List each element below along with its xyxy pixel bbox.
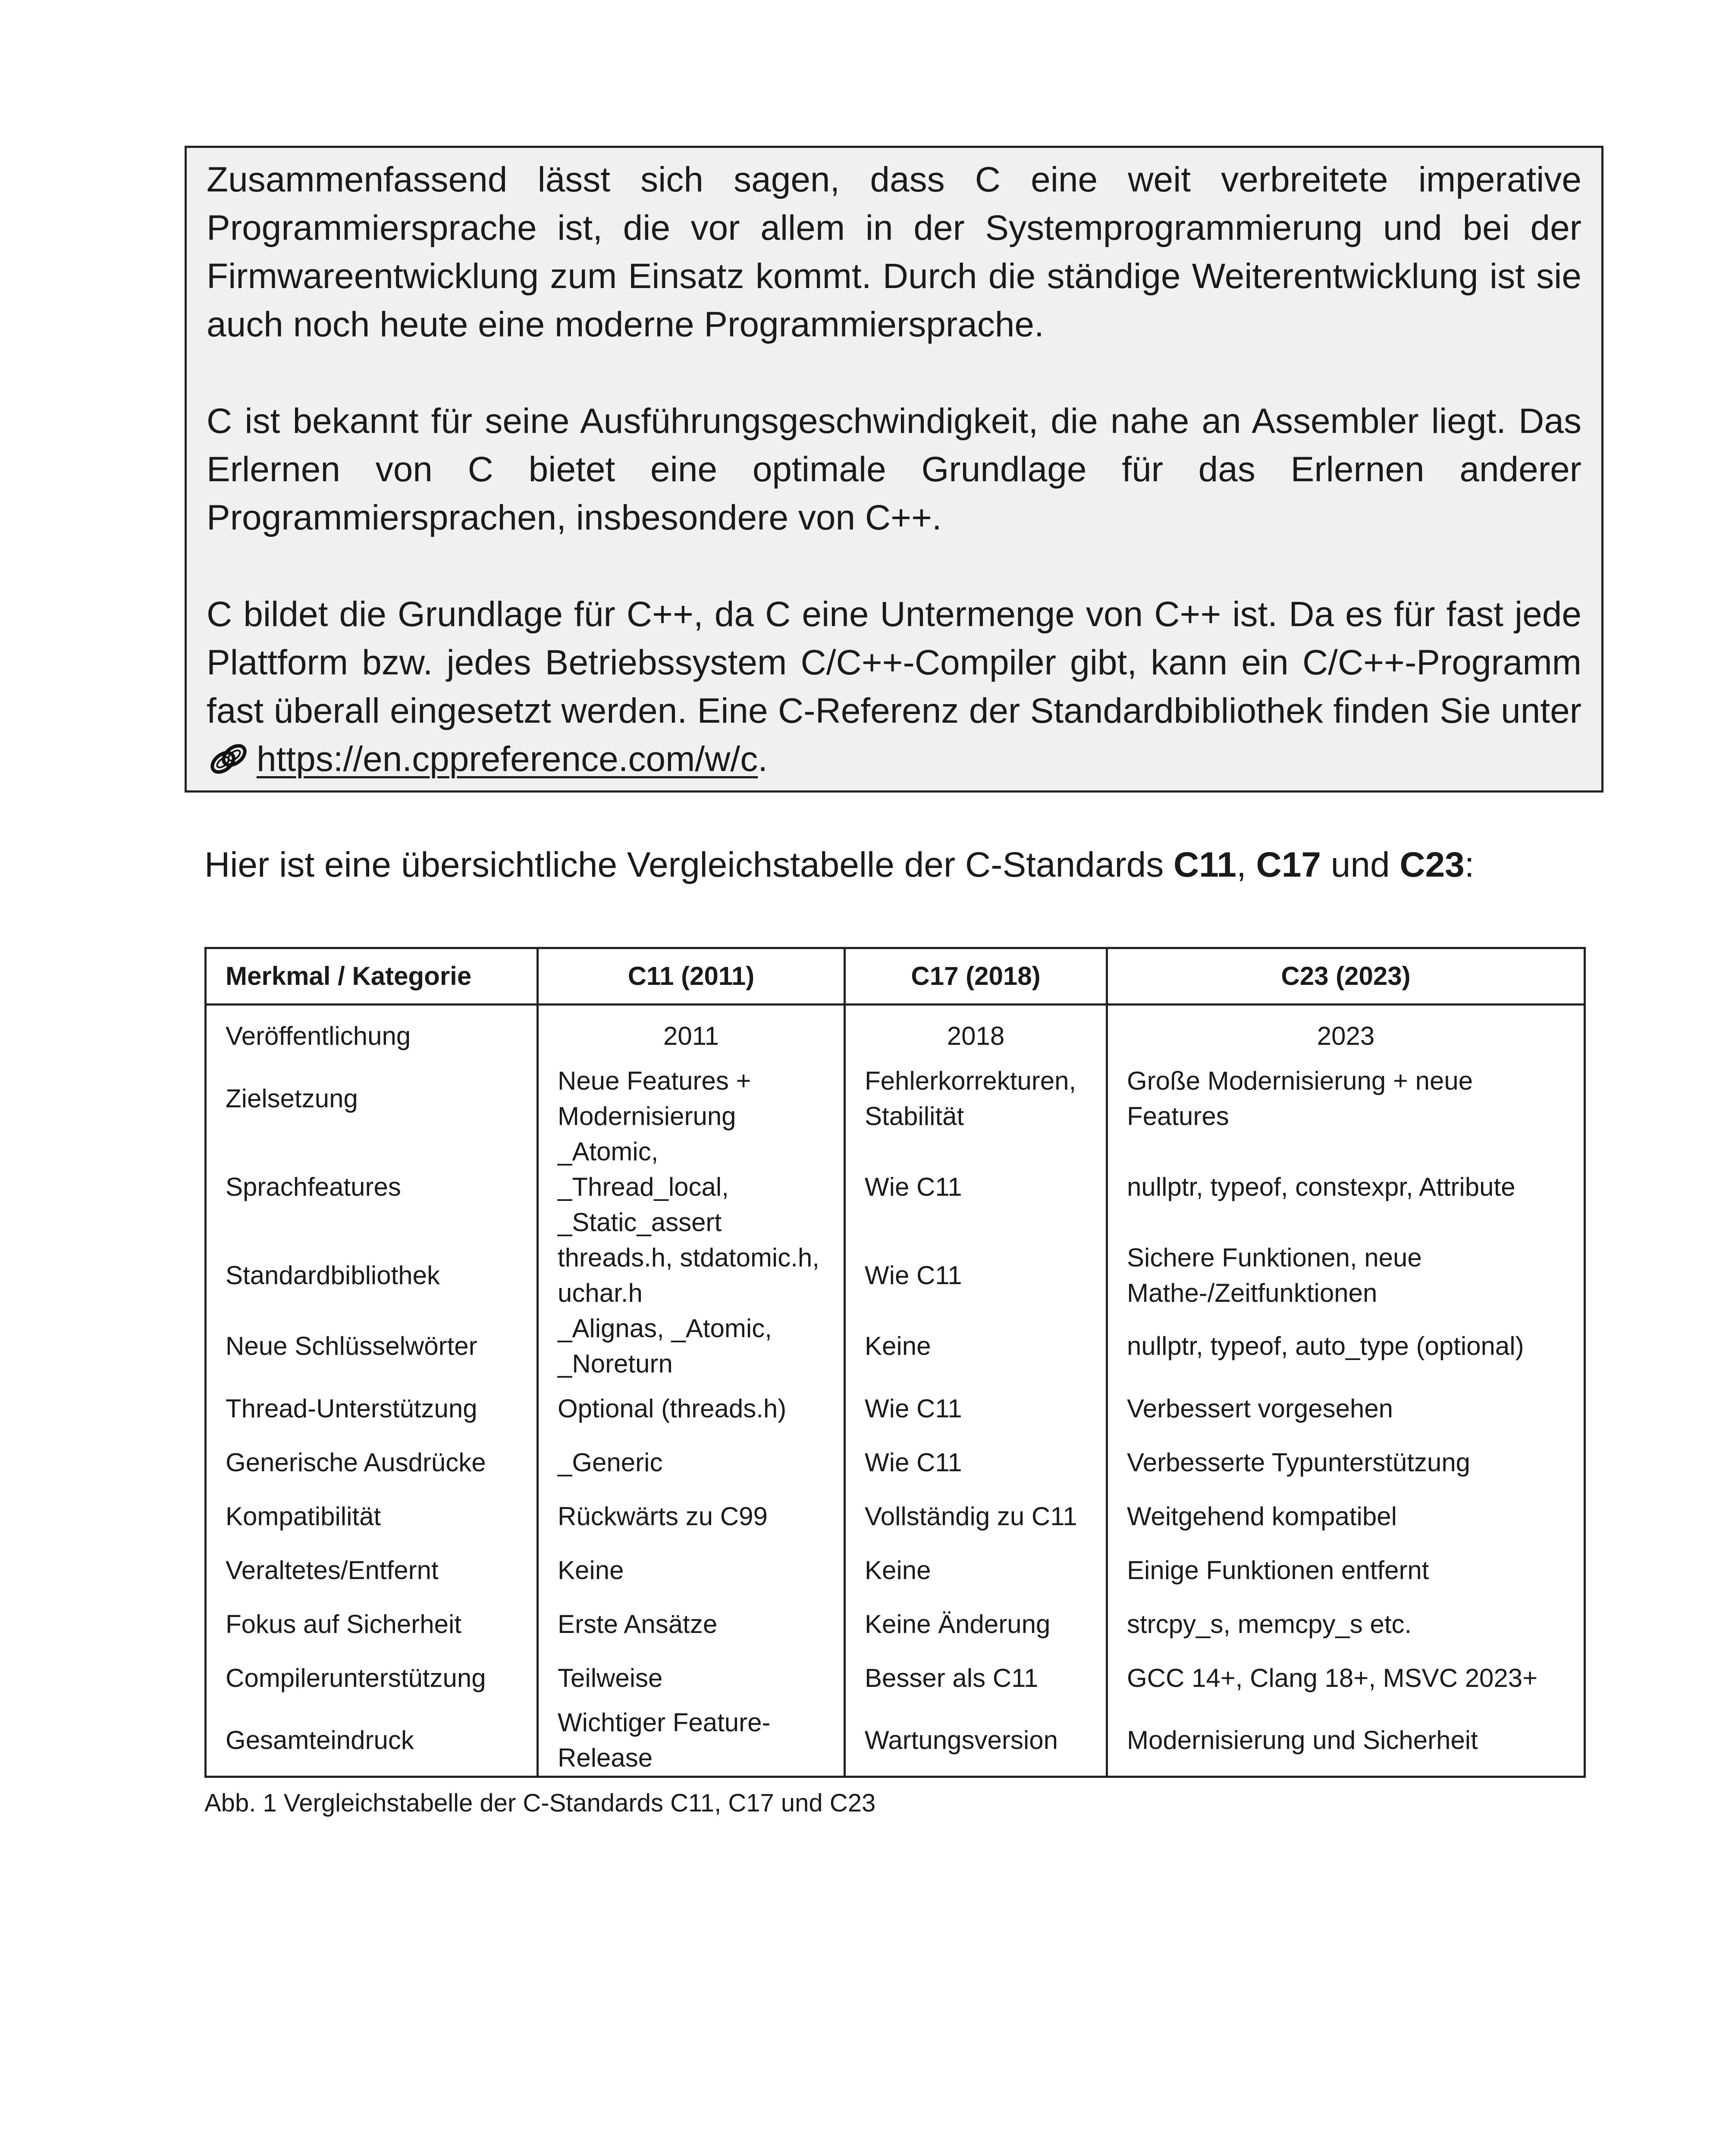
summary-paragraph-3-text: C bildet die Grundlage für C++, da C eine Untermenge von C++ ist. Da es für fast jede Plattform bzw. jedes Betriebssystem C/C++-Compiler gibt, kann ein C/C++-Programm fast überall eingesetzt werden. Eine C-Referenz der Standardbibliothek finden Sie unter (207, 595, 1581, 730)
cell-c11: _Alignas, _Atomic, _Noreturn (538, 1311, 845, 1382)
table-intro (204, 841, 1475, 889)
header-c23: C23 (2023) (1107, 948, 1585, 1005)
cell-category: Veröffentlichung (206, 1005, 538, 1064)
summary-paragraph-2: C ist bekannt für seine Ausführungsgeschwindigkeit, die nahe an Assembler liegt. Das Erlernen von C bietet eine optimale Grundlage für das Erlernen anderer Programmiersprachen, insbesondere von C++. (207, 401, 1581, 537)
cell-category: Gesamteindruck (206, 1705, 538, 1777)
cell-c17: Wie C11 (845, 1382, 1107, 1435)
intro-sep-2: und (1321, 845, 1400, 884)
table-header-row (206, 948, 1585, 1005)
cell-c23: nullptr, typeof, constexpr, Attribute (1107, 1134, 1585, 1240)
cell-c17: Fehlerkorrekturen, Stabilität (845, 1063, 1107, 1134)
header-c11: C11 (2011) (538, 948, 845, 1005)
summary-paragraph-3 (207, 590, 1581, 783)
cell-c11: Neue Features + Modernisierung (538, 1063, 845, 1134)
cell-c11: Keine (538, 1543, 845, 1597)
cell-c23: nullptr, typeof, auto_type (optional) (1107, 1311, 1585, 1382)
cell-c23: GCC 14+, Clang 18+, MSVC 2023+ (1107, 1651, 1585, 1705)
table-row (206, 1543, 1585, 1597)
table-row (206, 1597, 1585, 1651)
cell-c23: Sichere Funktionen, neue Mathe-/Zeitfunktionen (1107, 1240, 1585, 1311)
cell-c11: threads.h, stdatomic.h, uchar.h (538, 1240, 845, 1311)
cell-c11: _Generic (538, 1435, 845, 1489)
cell-category: Fokus auf Sicherheit (206, 1597, 538, 1651)
cell-c11: 2011 (538, 1005, 845, 1064)
cell-c17: Wie C11 (845, 1435, 1107, 1489)
cell-c23: Verbessert vorgesehen (1107, 1382, 1585, 1435)
cell-category: Zielsetzung (206, 1063, 538, 1134)
table-row (206, 1489, 1585, 1543)
cell-c23: Weitgehend kompatibel (1107, 1489, 1585, 1543)
table-row (206, 1705, 1585, 1777)
summary-box (185, 146, 1603, 793)
table-row (206, 1063, 1585, 1134)
table-row (206, 1134, 1585, 1240)
table-row (206, 1382, 1585, 1435)
cell-category: Sprachfeatures (206, 1134, 538, 1240)
table-row (206, 1240, 1585, 1311)
header-category: Merkmal / Kategorie (206, 948, 538, 1005)
cell-c23: Einige Funktionen entfernt (1107, 1543, 1585, 1597)
intro-sep-1: , (1236, 845, 1256, 884)
cell-c17: 2018 (845, 1005, 1107, 1064)
header-c17: C17 (2018) (845, 948, 1107, 1005)
cell-c11: Optional (threads.h) (538, 1382, 845, 1435)
cell-c11: Wichtiger Feature-Release (538, 1705, 845, 1777)
table-caption: Abb. 1 Vergleichstabelle der C-Standards C11, C17 und C23 (204, 1789, 876, 1817)
cell-c17: Vollständig zu C11 (845, 1489, 1107, 1543)
cell-category: Kompatibilität (206, 1489, 538, 1543)
link-icon (207, 741, 251, 777)
cppreference-link[interactable]: https://en.cppreference.com/w/c (257, 740, 758, 779)
cell-c17: Keine (845, 1311, 1107, 1382)
comparison-table (204, 947, 1586, 1778)
cell-c23: Große Modernisierung + neue Features (1107, 1063, 1585, 1134)
cell-c17: Wartungsversion (845, 1705, 1107, 1777)
cell-c23: 2023 (1107, 1005, 1585, 1064)
cell-c17: Keine Änderung (845, 1597, 1107, 1651)
cell-c11: Rückwärts zu C99 (538, 1489, 845, 1543)
cell-c23: Verbesserte Typunterstützung (1107, 1435, 1585, 1489)
table-row (206, 1435, 1585, 1489)
cell-c11: Erste Ansätze (538, 1597, 845, 1651)
intro-end: : (1464, 845, 1475, 884)
cell-c17: Keine (845, 1543, 1107, 1597)
cell-c17: Besser als C11 (845, 1651, 1107, 1705)
summary-paragraph-3-end: . (758, 740, 768, 779)
cell-c17: Wie C11 (845, 1134, 1107, 1240)
cell-category: Compilerunterstützung (206, 1651, 538, 1705)
cell-category: Thread-Unterstützung (206, 1382, 538, 1435)
intro-c17: C17 (1256, 845, 1321, 884)
cell-c17: Wie C11 (845, 1240, 1107, 1311)
cell-category: Standardbibliothek (206, 1240, 538, 1311)
cell-c11: _Atomic, _Thread_local, _Static_assert (538, 1134, 845, 1240)
summary-paragraph-1: Zusammenfassend lässt sich sagen, dass C eine weit verbreitete imperative Programmiersprache ist, die vor allem in der Systemprogrammierung und bei der Firmwareentwicklung zum Einsatz kommt. Durch die ständige Weiterentwicklung ist sie auch noch heute eine moderne Programmiersprache. (207, 160, 1581, 344)
table-row (206, 1651, 1585, 1705)
cell-category: Neue Schlüsselwörter (206, 1311, 538, 1382)
cell-c23: Modernisierung und Sicherheit (1107, 1705, 1585, 1777)
intro-text: Hier ist eine übersichtliche Vergleichstabelle der C-Standards (204, 845, 1174, 884)
cell-c23: strcpy_s, memcpy_s etc. (1107, 1597, 1585, 1651)
cell-c11: Teilweise (538, 1651, 845, 1705)
cell-category: Veraltetes/Entfernt (206, 1543, 538, 1597)
intro-c11: C11 (1173, 845, 1236, 884)
table-row (206, 1311, 1585, 1382)
cell-category: Generische Ausdrücke (206, 1435, 538, 1489)
table-row (206, 1005, 1585, 1064)
intro-c23: C23 (1399, 845, 1465, 884)
